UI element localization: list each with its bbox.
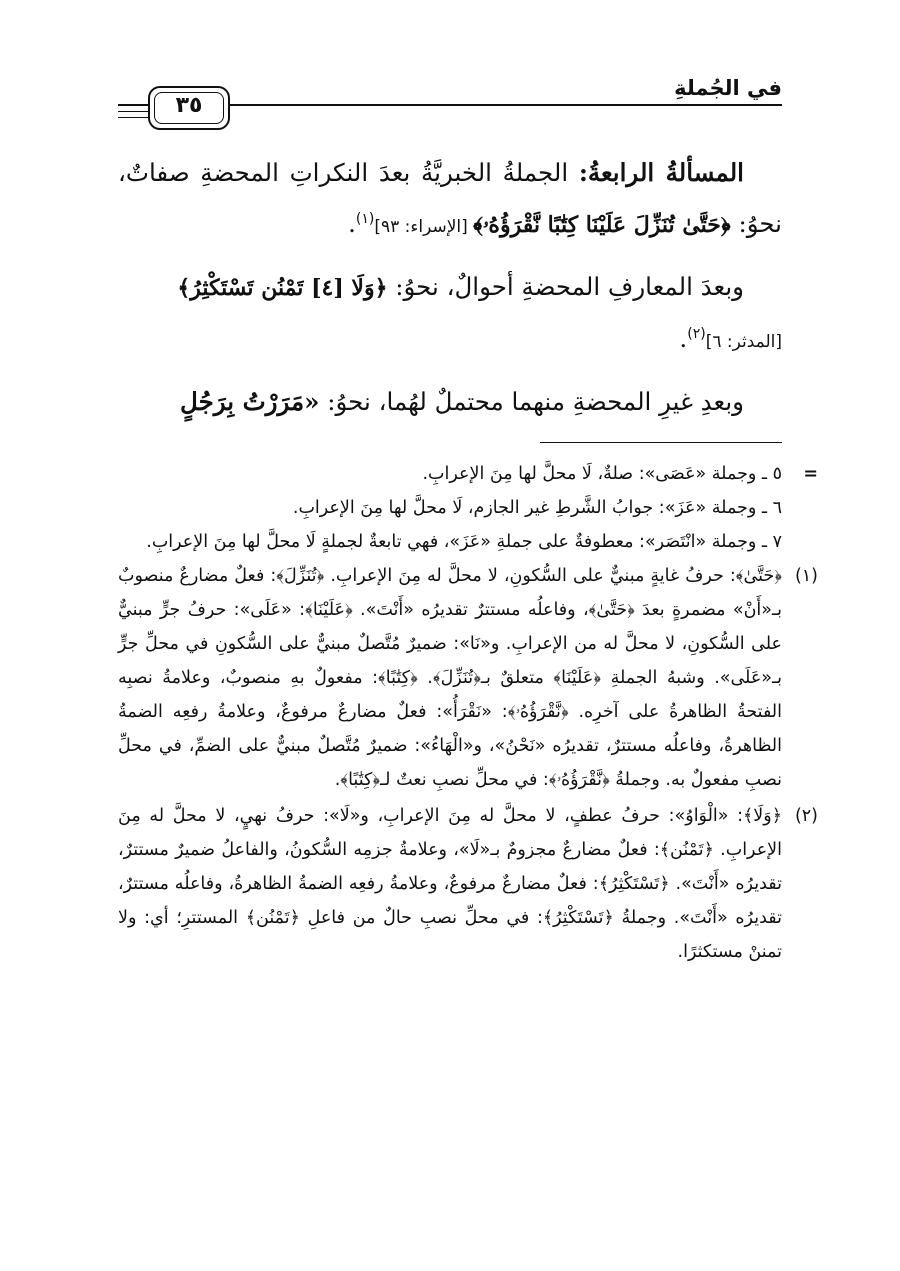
verse-reference: [الإسراء: ٩٣] bbox=[374, 217, 474, 238]
footnote-marker[interactable]: (١) bbox=[355, 211, 375, 227]
page-number-frame bbox=[148, 86, 230, 130]
issue-label: المسألةُ الرابعةُ: bbox=[578, 158, 744, 187]
footnote-text: ٦ ـ وجملة «عَزَ»: جوابُ الشَّرطِ غير الجازم، لَا محلَّ لها مِنَ الإعرابِ. bbox=[292, 498, 782, 518]
paragraph-non-pure bbox=[118, 379, 782, 425]
footnote-2 bbox=[118, 799, 818, 969]
footnote-text: ٥ ـ وجملة «عَصَى»: صلةٌ، لَا محلَّ لها مِنَ الإعرابِ. bbox=[422, 464, 782, 484]
footnote-continued-line bbox=[118, 491, 782, 525]
example-phrase: «مَرَرْتُ بِرَجُلٍ bbox=[180, 387, 320, 417]
footnote-number: (١) bbox=[794, 566, 818, 586]
footnote-1 bbox=[118, 559, 818, 797]
verse-reference: [المدثر: ٦] bbox=[705, 332, 782, 353]
footnote-text: ٧ ـ وجملة «انْتَصَر»: معطوفةٌ على جملةِ «عَزَ»، فهي تابعةٌ لجملةٍ لَا محلَّ لها مِنَ الإعرابِ. bbox=[146, 532, 782, 552]
paragraph-issue-four bbox=[118, 150, 782, 250]
paragraph-text: الجملةُ الخبريَّةُ بعدَ النكراتِ المحضةِ صفاتٌ، نحوُ: bbox=[118, 158, 782, 239]
running-head: في الجُملةِ bbox=[674, 76, 782, 100]
paragraph-text: وبعدِ غيرِ المحضةِ منهما محتملٌ لهُما، نحوُ: bbox=[319, 387, 744, 417]
header-rule-ornament bbox=[118, 117, 152, 118]
paragraph-definites bbox=[118, 264, 782, 365]
footnote-text: ﴿حَتَّىٰ﴾: حرفُ غايةٍ مبنيٌّ على السُّكونِ، لا محلَّ له مِنَ الإعرابِ. ﴿تُنَزِّلَ﴾: فعلٌ مضارعٌ منصوبٌ بـ«أَنْ» مضمرةٍ بعدَ ﴿حَتَّىٰ﴾، وفاعلُه مستترٌ تقديرُه «أَنْتَ». ﴿عَلَيْنَا﴾: «عَلَى»: حرفُ جرٍّ مبنيٌّ على السُّكونِ، لا محلَّ له من الإعرابِ. و«نَا»: ضميرٌ مُتَّصلٌ مبنيٌّ على السُّكونِ في محلِّ جرٍّ بـ«عَلَى». وشبهُ الجملةِ ﴿عَلَيْنَا﴾ متعلقٌ بـ﴿تُنَزِّلَ﴾. ﴿كِتَٰبًا﴾: مفعولٌ بهِ منصوبٌ، وعلامةُ نصبِه الفتحةُ الظاهرةُ على آخرِه. ﴿نَّقْرَؤُهُۥ﴾: «نَقْرَأُ»: فعلٌ مضارعٌ مرفوعٌ، وعلامةُ رفعِه الضمةُ الظاهرةُ، وفاعلُه مستترٌ، تقديرُه «نَحْنُ»، و«الْهَاءُ»: ضميرٌ مُتَّصلٌ مبنيٌّ على الضمِّ، في محلِّ نصبِ مفعولٌ به. وجملةُ ﴿نَّقْرَؤُهُۥ﴾: في محلِّ نصبِ نعتٌ لـ﴿كِتَٰبًا﴾. bbox=[118, 566, 782, 790]
footnote-text: ﴿وَلَا﴾: «الْوَاوُ»: حرفُ عطفٍ، لا محلَّ له مِنَ الإعرابِ، و«لَا»: حرفُ نهيٍ، لا محلَّ له مِنَ الإعرابِ. ﴿تَمْنُن﴾: فعلٌ مضارعٌ مجزومٌ بـ«لَا»، وعلامةُ جزمِه السُّكونُ، والفاعلُ ضميرٌ مستترٌ، تقديرُه «أَنْتَ». ﴿تَسْتَكْثِرُ﴾: فعلٌ مضارعٌ مرفوعٌ، وعلامةُ رفعِه الضمةُ الظاهرةُ، وفاعلُه مستترٌ، تقديرُه «أَنْتَ». وجملةُ ﴿تَسْتَكْثِرُ﴾: في محلِّ نصبِ حالٌ من فاعلِ ﴿تَمْنُن﴾ المستترِ؛ أي: ولا تمننْ مستكثرًا. bbox=[118, 806, 782, 962]
header-rule-ornament bbox=[118, 111, 152, 112]
footnote-number: (٢) bbox=[794, 806, 818, 826]
quran-verse: ﴿وَلَا [٤] تَمْنُن تَسْتَكْثِرُ﴾ bbox=[177, 275, 388, 302]
footnotes bbox=[118, 457, 818, 971]
footnote-continued-line bbox=[118, 457, 818, 491]
footnote-divider bbox=[540, 442, 782, 443]
sentence-end: . bbox=[348, 209, 356, 239]
page-number: ٣٥ bbox=[175, 93, 203, 118]
main-text bbox=[118, 150, 782, 439]
sentence-end: . bbox=[679, 324, 688, 354]
footnote-marker[interactable]: (٢) bbox=[687, 326, 706, 343]
continuation-mark: = bbox=[803, 464, 818, 484]
footnote-continued-line bbox=[118, 525, 782, 559]
paragraph-text: وبعدَ المعارفِ المحضةِ أحوالٌ، نحوُ: bbox=[387, 272, 744, 302]
quran-verse: ﴿حَتَّىٰ تُنَزِّلَ عَلَيْنَا كِتَٰبًا نَّقْرَؤُهُۥ﴾ bbox=[473, 212, 731, 239]
